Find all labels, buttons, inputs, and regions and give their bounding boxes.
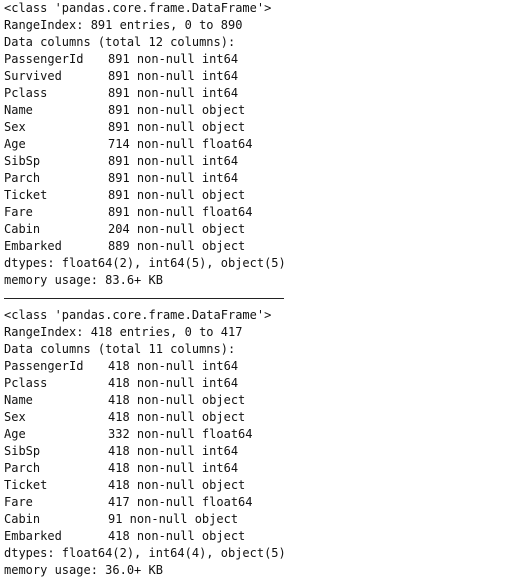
dataframe-info-test bbox=[4, 307, 512, 579]
column-info: 891 non-null object bbox=[108, 103, 246, 117]
column-info: 417 non-null float64 bbox=[108, 495, 253, 509]
column-info-row bbox=[4, 204, 512, 221]
column-info-row bbox=[4, 460, 512, 477]
column-info-row bbox=[4, 477, 512, 494]
column-info: 418 non-null int64 bbox=[108, 461, 239, 475]
column-info-row bbox=[4, 494, 512, 511]
column-name: Sex bbox=[4, 120, 26, 134]
column-info-row bbox=[4, 102, 512, 119]
column-name: Cabin bbox=[4, 222, 41, 236]
column-info: 891 non-null int64 bbox=[108, 154, 239, 168]
column-info-row bbox=[4, 358, 512, 375]
column-info-row bbox=[4, 187, 512, 204]
data-columns-line: Data columns (total 12 columns): bbox=[4, 35, 236, 49]
column-info: 418 non-null object bbox=[108, 478, 246, 492]
column-info-row bbox=[4, 528, 512, 545]
column-name: Embarked bbox=[4, 529, 62, 543]
dataframe-info-train bbox=[4, 0, 512, 289]
column-name: Name bbox=[4, 393, 33, 407]
column-list bbox=[4, 51, 512, 255]
column-info-row bbox=[4, 375, 512, 392]
column-info: 418 non-null int64 bbox=[108, 444, 239, 458]
column-info-row bbox=[4, 68, 512, 85]
column-name: PassengerId bbox=[4, 359, 84, 373]
memory-usage-line: memory usage: 36.0+ KB bbox=[4, 563, 163, 577]
column-name: Parch bbox=[4, 171, 41, 185]
column-info: 891 non-null object bbox=[108, 120, 246, 134]
column-info-row bbox=[4, 511, 512, 528]
column-info-row bbox=[4, 221, 512, 238]
column-name: PassengerId bbox=[4, 52, 84, 66]
column-info: 332 non-null float64 bbox=[108, 427, 253, 441]
column-name: SibSp bbox=[4, 444, 41, 458]
column-info-row bbox=[4, 238, 512, 255]
column-info: 891 non-null object bbox=[108, 188, 246, 202]
console-output bbox=[4, 0, 512, 579]
column-name: Age bbox=[4, 427, 26, 441]
column-info: 418 non-null int64 bbox=[108, 376, 239, 390]
column-name: Pclass bbox=[4, 86, 48, 100]
column-name: Age bbox=[4, 137, 26, 151]
column-info-row bbox=[4, 443, 512, 460]
column-info-row bbox=[4, 136, 512, 153]
column-info: 204 non-null object bbox=[108, 222, 246, 236]
column-info-row bbox=[4, 51, 512, 68]
memory-usage-line: memory usage: 83.6+ KB bbox=[4, 273, 163, 287]
column-info: 891 non-null int64 bbox=[108, 69, 239, 83]
column-name: Ticket bbox=[4, 478, 48, 492]
column-name: Pclass bbox=[4, 376, 48, 390]
column-name: Embarked bbox=[4, 239, 62, 253]
column-info-row bbox=[4, 85, 512, 102]
column-info-row bbox=[4, 153, 512, 170]
column-info: 418 non-null object bbox=[108, 529, 246, 543]
column-name: Parch bbox=[4, 461, 41, 475]
column-name: Name bbox=[4, 103, 33, 117]
column-name: Ticket bbox=[4, 188, 48, 202]
column-info: 714 non-null float64 bbox=[108, 137, 253, 151]
dtypes-line: dtypes: float64(2), int64(4), object(5) bbox=[4, 546, 286, 560]
column-name: Sex bbox=[4, 410, 26, 424]
column-name: Fare bbox=[4, 205, 33, 219]
column-name: Fare bbox=[4, 495, 33, 509]
data-columns-line: Data columns (total 11 columns): bbox=[4, 342, 236, 356]
column-list bbox=[4, 358, 512, 545]
column-info-row bbox=[4, 170, 512, 187]
column-info: 418 non-null object bbox=[108, 410, 246, 424]
column-info-row bbox=[4, 426, 512, 443]
column-info: 889 non-null object bbox=[108, 239, 246, 253]
column-info-row bbox=[4, 409, 512, 426]
class-line: <class 'pandas.core.frame.DataFrame'> bbox=[4, 1, 272, 15]
column-info: 418 non-null int64 bbox=[108, 359, 239, 373]
class-line: <class 'pandas.core.frame.DataFrame'> bbox=[4, 308, 272, 322]
column-info-row bbox=[4, 119, 512, 136]
column-info: 91 non-null object bbox=[108, 512, 239, 526]
dtypes-line: dtypes: float64(2), int64(5), object(5) bbox=[4, 256, 286, 270]
range-index-line: RangeIndex: 418 entries, 0 to 417 bbox=[4, 325, 243, 339]
output-divider bbox=[4, 298, 284, 299]
column-info: 891 non-null float64 bbox=[108, 205, 253, 219]
column-info: 891 non-null int64 bbox=[108, 171, 239, 185]
column-info: 418 non-null object bbox=[108, 393, 246, 407]
column-info: 891 non-null int64 bbox=[108, 52, 239, 66]
column-name: Survived bbox=[4, 69, 62, 83]
column-info: 891 non-null int64 bbox=[108, 86, 239, 100]
column-name: SibSp bbox=[4, 154, 41, 168]
column-info-row bbox=[4, 392, 512, 409]
column-name: Cabin bbox=[4, 512, 41, 526]
range-index-line: RangeIndex: 891 entries, 0 to 890 bbox=[4, 18, 243, 32]
